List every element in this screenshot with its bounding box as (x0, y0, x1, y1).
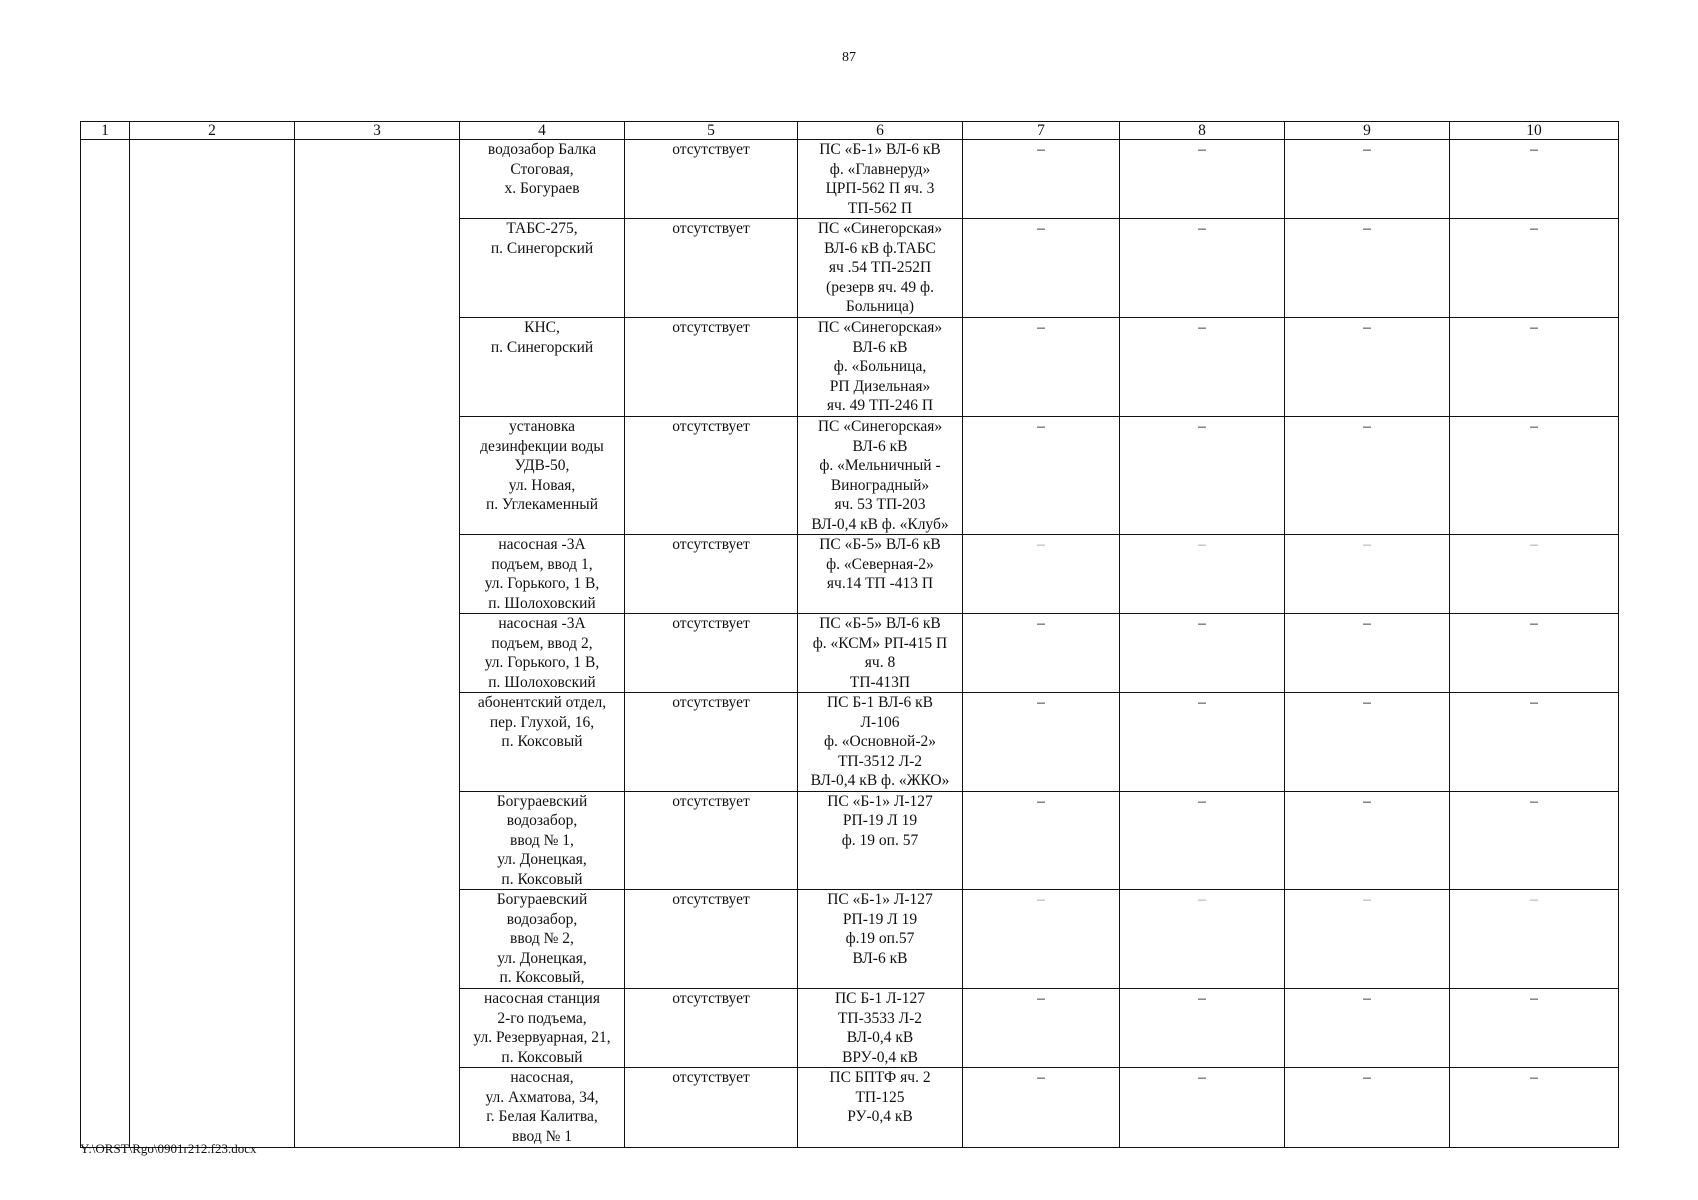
header-row (81, 122, 1619, 140)
object-cell: Богураевский водозабор, ввод № 1, ул. Донецкая, п. Коксовый (460, 791, 625, 890)
object-cell: установка дезинфекции воды УДВ-50, ул. Новая, п. Углекаменный (460, 417, 625, 535)
dash-cell: – (963, 535, 1120, 614)
status-cell: отсутствует (625, 614, 798, 693)
object-cell: Богураевский водозабор, ввод № 2, ул. Донецкая, п. Коксовый, (460, 890, 625, 989)
power-source-cell: ПС «Синегорская» ВЛ-6 кВ ф. «Мельничный - Виноградный» яч. 53 ТП-203 ВЛ-0,4 кВ ф. «Клуб» (798, 417, 963, 535)
status-cell: отсутствует (625, 693, 798, 792)
object-cell: насосная, ул. Ахматова, 34, г. Белая Калитва, ввод № 1 (460, 1068, 625, 1148)
status-cell: отсутствует (625, 989, 798, 1068)
page-number: 87 (842, 50, 856, 65)
power-source-cell: ПС «Б-5» ВЛ-6 кВ ф. «Северная-2» яч.14 ТП -413 П (798, 535, 963, 614)
dash-cell: – (1120, 989, 1285, 1068)
dash-cell: – (1450, 535, 1619, 614)
status-cell: отсутствует (625, 140, 798, 219)
object-cell: насосная -3А подъем, ввод 1, ул. Горького, 1 В, п. Шолоховский (460, 535, 625, 614)
dash-cell: – (1285, 890, 1450, 989)
dash-cell: – (1450, 989, 1619, 1068)
column-header: 9 (1285, 122, 1450, 140)
dash-cell: – (1450, 1068, 1619, 1148)
dash-cell: – (1120, 219, 1285, 318)
status-cell: отсутствует (625, 318, 798, 417)
dash-cell: – (963, 219, 1120, 318)
dash-cell: – (1285, 614, 1450, 693)
file-path-footer: Y:\ORST\Rgo\0901r212.f23.docx (80, 1141, 257, 1156)
dash-cell: – (963, 417, 1120, 535)
merged-cell-col3 (295, 140, 460, 1148)
dash-cell: – (1450, 614, 1619, 693)
power-source-cell: ПС «Б-1» Л-127 РП-19 Л 19 ф.19 оп.57 ВЛ-6 кВ (798, 890, 963, 989)
power-source-cell: ПС «Б-5» ВЛ-6 кВ ф. «КСМ» РП-415 П яч. 8 ТП-413П (798, 614, 963, 693)
column-header: 10 (1450, 122, 1619, 140)
dash-cell: – (1450, 219, 1619, 318)
dash-cell: – (963, 890, 1120, 989)
dash-cell: – (963, 318, 1120, 417)
dash-cell: – (1120, 318, 1285, 417)
dash-cell: – (1450, 693, 1619, 792)
dash-cell: – (1450, 417, 1619, 535)
object-cell: ТАБС-275, п. Синегорский (460, 219, 625, 318)
dash-cell: – (1450, 791, 1619, 890)
dash-cell: – (1450, 890, 1619, 989)
dash-cell: – (1450, 318, 1619, 417)
column-header: 6 (798, 122, 963, 140)
status-cell: отсутствует (625, 1068, 798, 1148)
object-cell: водозабор Балка Стоговая, х. Богураев (460, 140, 625, 219)
column-header: 1 (81, 122, 130, 140)
dash-cell: – (963, 693, 1120, 792)
column-header: 5 (625, 122, 798, 140)
dash-cell: – (963, 1068, 1120, 1148)
power-source-cell: ПС Б-1 Л-127 ТП-3533 Л-2 ВЛ-0,4 кВ ВРУ-0,4 кВ (798, 989, 963, 1068)
dash-cell: – (1285, 140, 1450, 219)
document-table (80, 121, 1619, 1148)
dash-cell: – (963, 791, 1120, 890)
dash-cell: – (1285, 417, 1450, 535)
dash-cell: – (1120, 417, 1285, 535)
table-header (81, 122, 1619, 140)
status-cell: отсутствует (625, 219, 798, 318)
dash-cell: – (1285, 693, 1450, 792)
merged-cell-col1 (81, 140, 130, 1148)
object-cell: КНС, п. Синегорский (460, 318, 625, 417)
status-cell: отсутствует (625, 890, 798, 989)
power-source-cell: ПС «Б-1» ВЛ-6 кВ ф. «Главнеруд» ЦРП-562 П яч. 3 ТП-562 П (798, 140, 963, 219)
object-cell: насосная станция 2-го подъема, ул. Резервуарная, 21, п. Коксовый (460, 989, 625, 1068)
power-source-cell: ПС «Синегорская» ВЛ-6 кВ ф. «Больница, РП Дизельная» яч. 49 ТП-246 П (798, 318, 963, 417)
column-header: 4 (460, 122, 625, 140)
dash-cell: – (1120, 693, 1285, 792)
power-source-cell: ПС «Синегорская» ВЛ-6 кВ ф.ТАБС яч .54 ТП-252П (резерв яч. 49 ф. Больница) (798, 219, 963, 318)
status-cell: отсутствует (625, 535, 798, 614)
dash-cell: – (1285, 791, 1450, 890)
table-row (81, 140, 1619, 219)
power-source-cell: ПС Б-1 ВЛ-6 кВ Л-106 ф. «Основной-2» ТП-3512 Л-2 ВЛ-0,4 кВ ф. «ЖКО» (798, 693, 963, 792)
dash-cell: – (1120, 535, 1285, 614)
power-source-cell: ПС «Б-1» Л-127 РП-19 Л 19 ф. 19 оп. 57 (798, 791, 963, 890)
column-header: 3 (295, 122, 460, 140)
status-cell: отсутствует (625, 791, 798, 890)
column-header: 8 (1120, 122, 1285, 140)
object-cell: абонентский отдел, пер. Глухой, 16, п. Коксовый (460, 693, 625, 792)
dash-cell: – (1285, 219, 1450, 318)
status-cell: отсутствует (625, 417, 798, 535)
dash-cell: – (1285, 989, 1450, 1068)
dash-cell: – (963, 614, 1120, 693)
merged-cell-col2 (130, 140, 295, 1148)
dash-cell: – (1120, 140, 1285, 219)
dash-cell: – (1285, 1068, 1450, 1148)
column-header: 7 (963, 122, 1120, 140)
column-header: 2 (130, 122, 295, 140)
dash-cell: – (1120, 890, 1285, 989)
object-cell: насосная -3А подъем, ввод 2, ул. Горького, 1 В, п. Шолоховский (460, 614, 625, 693)
dash-cell: – (1285, 535, 1450, 614)
power-source-cell: ПС БПТФ яч. 2 ТП-125 РУ-0,4 кВ (798, 1068, 963, 1148)
dash-cell: – (963, 140, 1120, 219)
dash-cell: – (1120, 791, 1285, 890)
dash-cell: – (1285, 318, 1450, 417)
dash-cell: – (1120, 1068, 1285, 1148)
dash-cell: – (1450, 140, 1619, 219)
dash-cell: – (963, 989, 1120, 1068)
dash-cell: – (1120, 614, 1285, 693)
table-body (81, 140, 1619, 1148)
